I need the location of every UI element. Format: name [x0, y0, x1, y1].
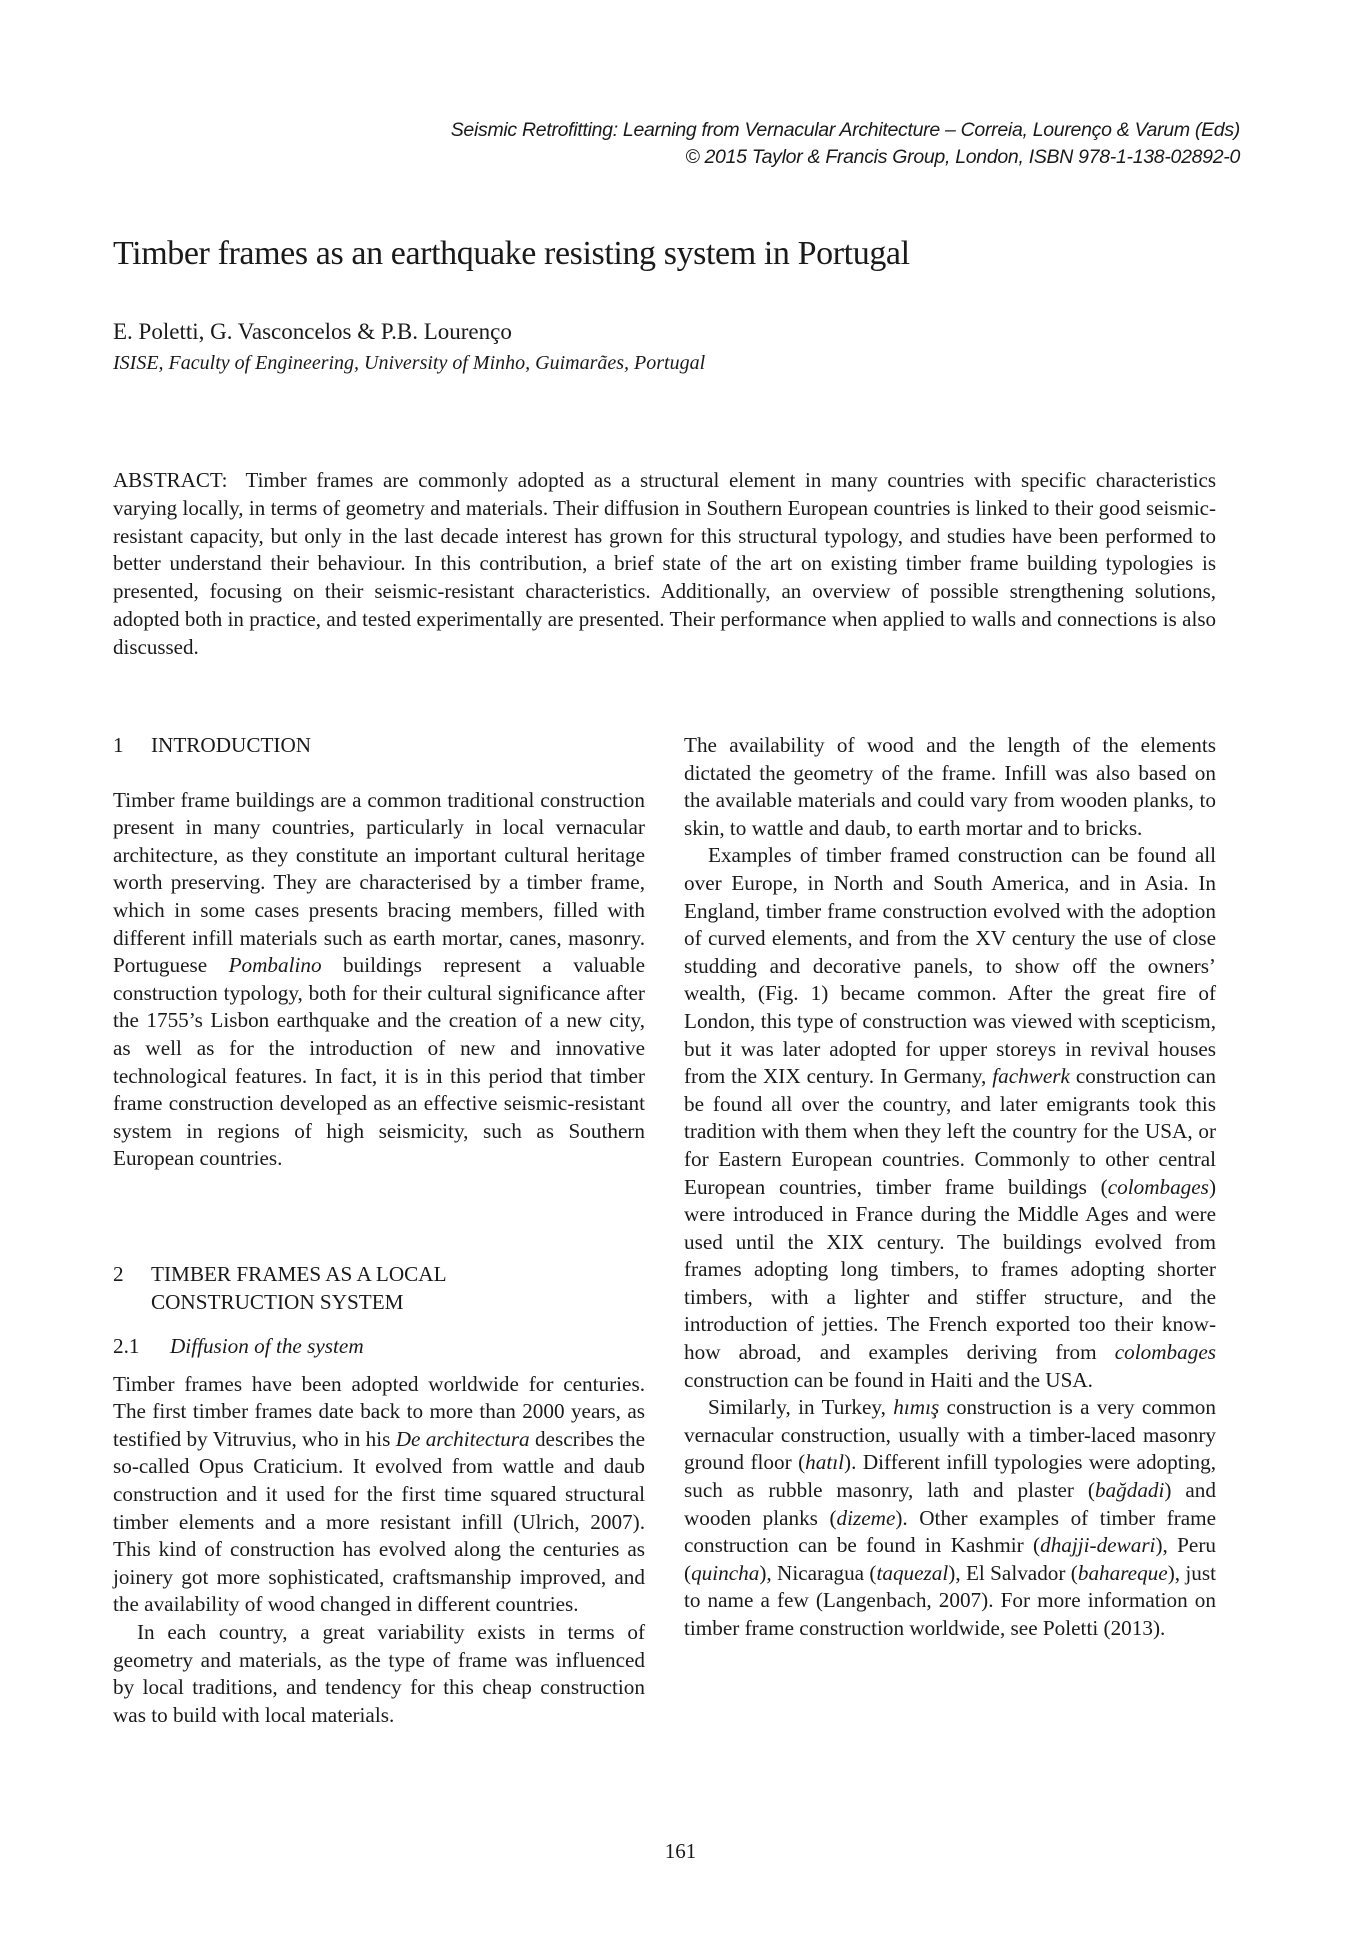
italic-term: dizeme	[836, 1505, 896, 1530]
abstract	[113, 467, 1216, 662]
running-head-line-2: © 2015 Taylor & Francis Group, London, ISBN 978-1-138-02892-0	[685, 146, 1240, 168]
section-heading-timber-frames	[113, 1261, 645, 1316]
text-run: Timber frame buildings are a common traditional construction present in many countries, particularly in local vernacular architecture, as they constitute an important cultural heritage worth preserving. They are characterised by a timber frame, which in some cases presents bracing members, filled with different infill materials such as earth mortar, canes, masonry. Portuguese	[113, 787, 645, 978]
text-run: ). Different infill typologies were adopting, such as rubble masonry, lath and plaster (	[684, 1450, 1216, 1503]
italic-term: bağdadi	[1094, 1478, 1165, 1503]
text-run: Timber frames have been adopted worldwide for centuries. The first timber frames date back to more than 2000 years, as testified by Vitruvius, who in his	[113, 1371, 645, 1451]
text-run: ), Peru (	[684, 1533, 1216, 1585]
italic-term: De architectura	[395, 1426, 530, 1451]
diffusion-paragraph-4	[684, 1394, 1216, 1642]
text-run: ), just to name a few (Langenbach, 2007). For more information on timber frame construction worldwide, see Poletti (2013).	[684, 1560, 1216, 1640]
italic-term: colombages	[1114, 1340, 1216, 1365]
subsection-heading-diffusion	[113, 1333, 645, 1361]
italic-term: bahareque	[1077, 1560, 1168, 1585]
section-title-line-1: TIMBER FRAMES AS A LOCAL	[151, 1261, 447, 1286]
section-number: 2	[113, 1261, 124, 1286]
text-run: ) and wooden planks (	[684, 1478, 1216, 1530]
text-run: construction is a very common vernacular construction, usually with a timber-laced masonry ground floor (	[684, 1395, 1216, 1475]
page-number: 161	[664, 1839, 697, 1863]
italic-term: hımış	[893, 1395, 940, 1420]
italic-term: dhajji-dewari	[1040, 1533, 1156, 1558]
diffusion-paragraph-2-continued: The availability of wood and the length of the elements dictated the geometry of the frame. Infill was also based on the available materials and could vary from wooden planks, to skin, to wattle and daub, to earth mortar and to bricks.	[684, 733, 1216, 840]
paper-affiliation: ISISE, Faculty of Engineering, University of Minho, Guimarães, Portugal	[113, 352, 706, 374]
text-run: ). Other examples of timber frame construction can be found in Kashmir (	[684, 1505, 1217, 1558]
right-column	[684, 732, 1216, 1643]
subsection-number: 2.1	[113, 1334, 140, 1359]
text-run: ), El Salvador (	[948, 1560, 1078, 1585]
text-run: buildings represent a valuable construction typology, both for their cultural significance after the 1755’s Lisbon earthquake and the creation of a new city, as well as for the introduction of new and innovative technological features. In fact, it is in this period that timber frame construction developed as an effective seismic-resistant system in regions of high seismicity, such as Southern European countries.	[113, 953, 646, 1171]
diffusion-paragraph-1	[113, 1371, 645, 1619]
section-heading-introduction	[113, 732, 645, 760]
intro-paragraph	[113, 787, 645, 1173]
italic-term: taquezal	[876, 1560, 949, 1585]
italic-term: colombages	[1107, 1174, 1209, 1199]
italic-term: Pombalino	[228, 953, 322, 978]
paper-title: Timber frames as an earthquake resisting system in Portugal	[113, 235, 910, 272]
abstract-label: ABSTRACT:	[113, 468, 228, 492]
diffusion-paragraph-3	[684, 842, 1216, 1394]
diffusion-paragraph-2-start: In each country, a great variability exists in terms of geometry and materials, as the type of frame was influenced by local traditions, and tendency for this cheap construction was to build with local materials.	[113, 1620, 645, 1727]
running-head	[180, 117, 1240, 171]
section-title	[151, 1261, 447, 1316]
text-run: describes the so-called Opus Craticium. It evolved from wattle and daub construction and it used for the first time squared structural timber elements and a more resistant infill (Ulrich, 2007). This kind of construction has evolved along the centuries as joinery got more sophisticated, craftsmanship improved, and the availability of wood changed in different countries.	[113, 1426, 645, 1617]
left-column	[113, 732, 645, 1729]
text-run: construction can be found in Haiti and the USA.	[684, 1367, 1093, 1392]
running-head-line-1: Seismic Retrofitting: Learning from Vernacular Architecture – Correia, Lourenço & Varum (Eds)	[450, 119, 1240, 141]
section-number: 1	[113, 733, 124, 757]
section-title-line-2: CONSTRUCTION SYSTEM	[151, 1289, 404, 1314]
italic-term: quincha	[691, 1560, 760, 1585]
italic-term: fachwerk	[992, 1064, 1070, 1089]
subsection-title: Diffusion of the system	[170, 1334, 364, 1359]
text-run: ) were introduced in France during the Middle Ages and were used until the XIX century. The buildings evolved from frames adopting long timbers, to frames adopting shorter timbers, with a lighter and stiffer structure, and the introduction of jetties. The French exported too their know-how abroad, and examples deriving from	[684, 1174, 1216, 1365]
paper-authors: E. Poletti, G. Vasconcelos & P.B. Lourenço	[113, 319, 512, 344]
text-run: construction can be found all over the country, and later emigrants took this tradition with them when they left the country for the USA, or for Eastern European countries. Commonly to other central European countries, timber frame buildings (	[684, 1064, 1216, 1199]
abstract-text: Timber frames are commonly adopted as a structural element in many countries with specific characteristics varying locally, in terms of geometry and materials. Their diffusion in Southern European countries is linked to their good seismic-resistant capacity, but only in the last decade interest has grown for this structural typology, and studies have been performed to better understand their behaviour. In this contribution, a brief state of the art on existing timber frame building typologies is presented, focusing on their seismic-resistant characteristics. Additionally, an overview of possible strengthening solutions, adopted both in practice, and tested experimentally are presented. Their performance when applied to walls and connections is also discussed.	[113, 468, 1216, 659]
text-run: Examples of timber framed construction can be found all over Europe, in North and South America, and in Asia. In England, timber frame construction evolved with the adoption of curved elements, and from the XV century the use of close studding and decorative panels, to show off the owners’ wealth, (Fig. 1) became common. After the great fire of London, this type of construction was viewed with scepticism, but it was later adopted for upper storeys in revival houses from the XIX century. In Germany,	[684, 843, 1216, 1089]
italic-term: hatıl	[805, 1450, 845, 1475]
text-run: Similarly, in Turkey,	[708, 1395, 894, 1420]
section-title: INTRODUCTION	[151, 733, 312, 757]
text-run: ), Nicaragua (	[759, 1560, 877, 1585]
